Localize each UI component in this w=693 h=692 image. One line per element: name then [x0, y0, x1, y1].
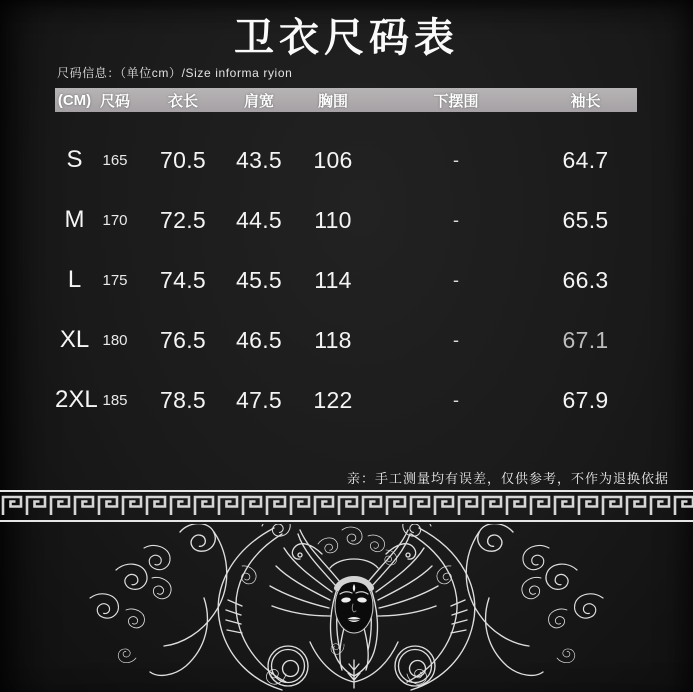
disclaimer-note: 亲：手工测量均有误差，仅供参考，不作为退换依据 [346, 471, 669, 486]
col-header-unit: (CM) [57, 91, 92, 109]
col-header-size: 尺码 [99, 92, 130, 110]
cell-shoulder: 45.5 [236, 266, 282, 293]
cell-hem: - [453, 329, 459, 350]
col-header-shoulder: 肩宽 [243, 92, 274, 110]
cell-length: 78.5 [160, 386, 206, 413]
cell-size: L [67, 266, 82, 293]
cell-size: 2XL [55, 386, 98, 413]
cell-chest: 106 [313, 146, 353, 173]
cell-height: 175 [102, 271, 128, 289]
table-row [55, 370, 637, 430]
cell-length: 72.5 [160, 206, 206, 233]
cell-height: 165 [102, 151, 128, 169]
cell-height: 185 [102, 391, 128, 409]
table-row [55, 310, 637, 370]
cell-shoulder: 47.5 [236, 386, 282, 413]
cell-size: S [66, 146, 83, 173]
cell-size: XL [59, 326, 90, 353]
cell-sleeve: 67.1 [562, 326, 609, 353]
col-header-hem: 下摆围 [433, 92, 479, 110]
cell-hem: - [453, 389, 459, 410]
cell-length: 76.5 [160, 326, 206, 353]
cell-chest: 122 [313, 386, 353, 413]
cell-shoulder: 44.5 [236, 206, 282, 233]
cell-shoulder: 43.5 [236, 146, 282, 173]
cell-height: 180 [102, 331, 128, 349]
cell-sleeve: 65.5 [562, 206, 609, 233]
table-row [55, 250, 637, 310]
cell-hem: - [453, 149, 459, 170]
greek-key-border [0, 490, 693, 523]
cell-shoulder: 46.5 [236, 326, 282, 353]
table-row [55, 130, 637, 190]
table-header-row [55, 88, 637, 112]
size-table [55, 88, 637, 430]
cell-size: M [64, 206, 85, 233]
cell-length: 74.5 [160, 266, 206, 293]
cell-sleeve: 66.3 [562, 266, 609, 293]
cell-chest: 114 [314, 266, 352, 293]
cell-sleeve: 67.9 [562, 386, 609, 413]
table-row [55, 190, 637, 250]
cell-chest: 110 [314, 206, 352, 233]
cell-hem: - [453, 209, 459, 230]
page-title: 卫衣尺码表 [234, 14, 459, 61]
cell-length: 70.5 [160, 146, 206, 173]
cell-sleeve: 64.7 [562, 146, 609, 173]
medusa-illustration [0, 524, 693, 692]
size-info-label: 尺码信息：（单位cm）/Size informa ryion [57, 66, 293, 80]
table-body [55, 112, 637, 430]
cell-chest: 118 [314, 326, 352, 353]
cell-hem: - [453, 269, 459, 290]
cell-height: 170 [102, 211, 128, 229]
col-header-length: 衣长 [167, 92, 198, 110]
col-header-sleeve: 袖长 [570, 92, 601, 110]
col-header-chest: 胸围 [317, 92, 348, 110]
